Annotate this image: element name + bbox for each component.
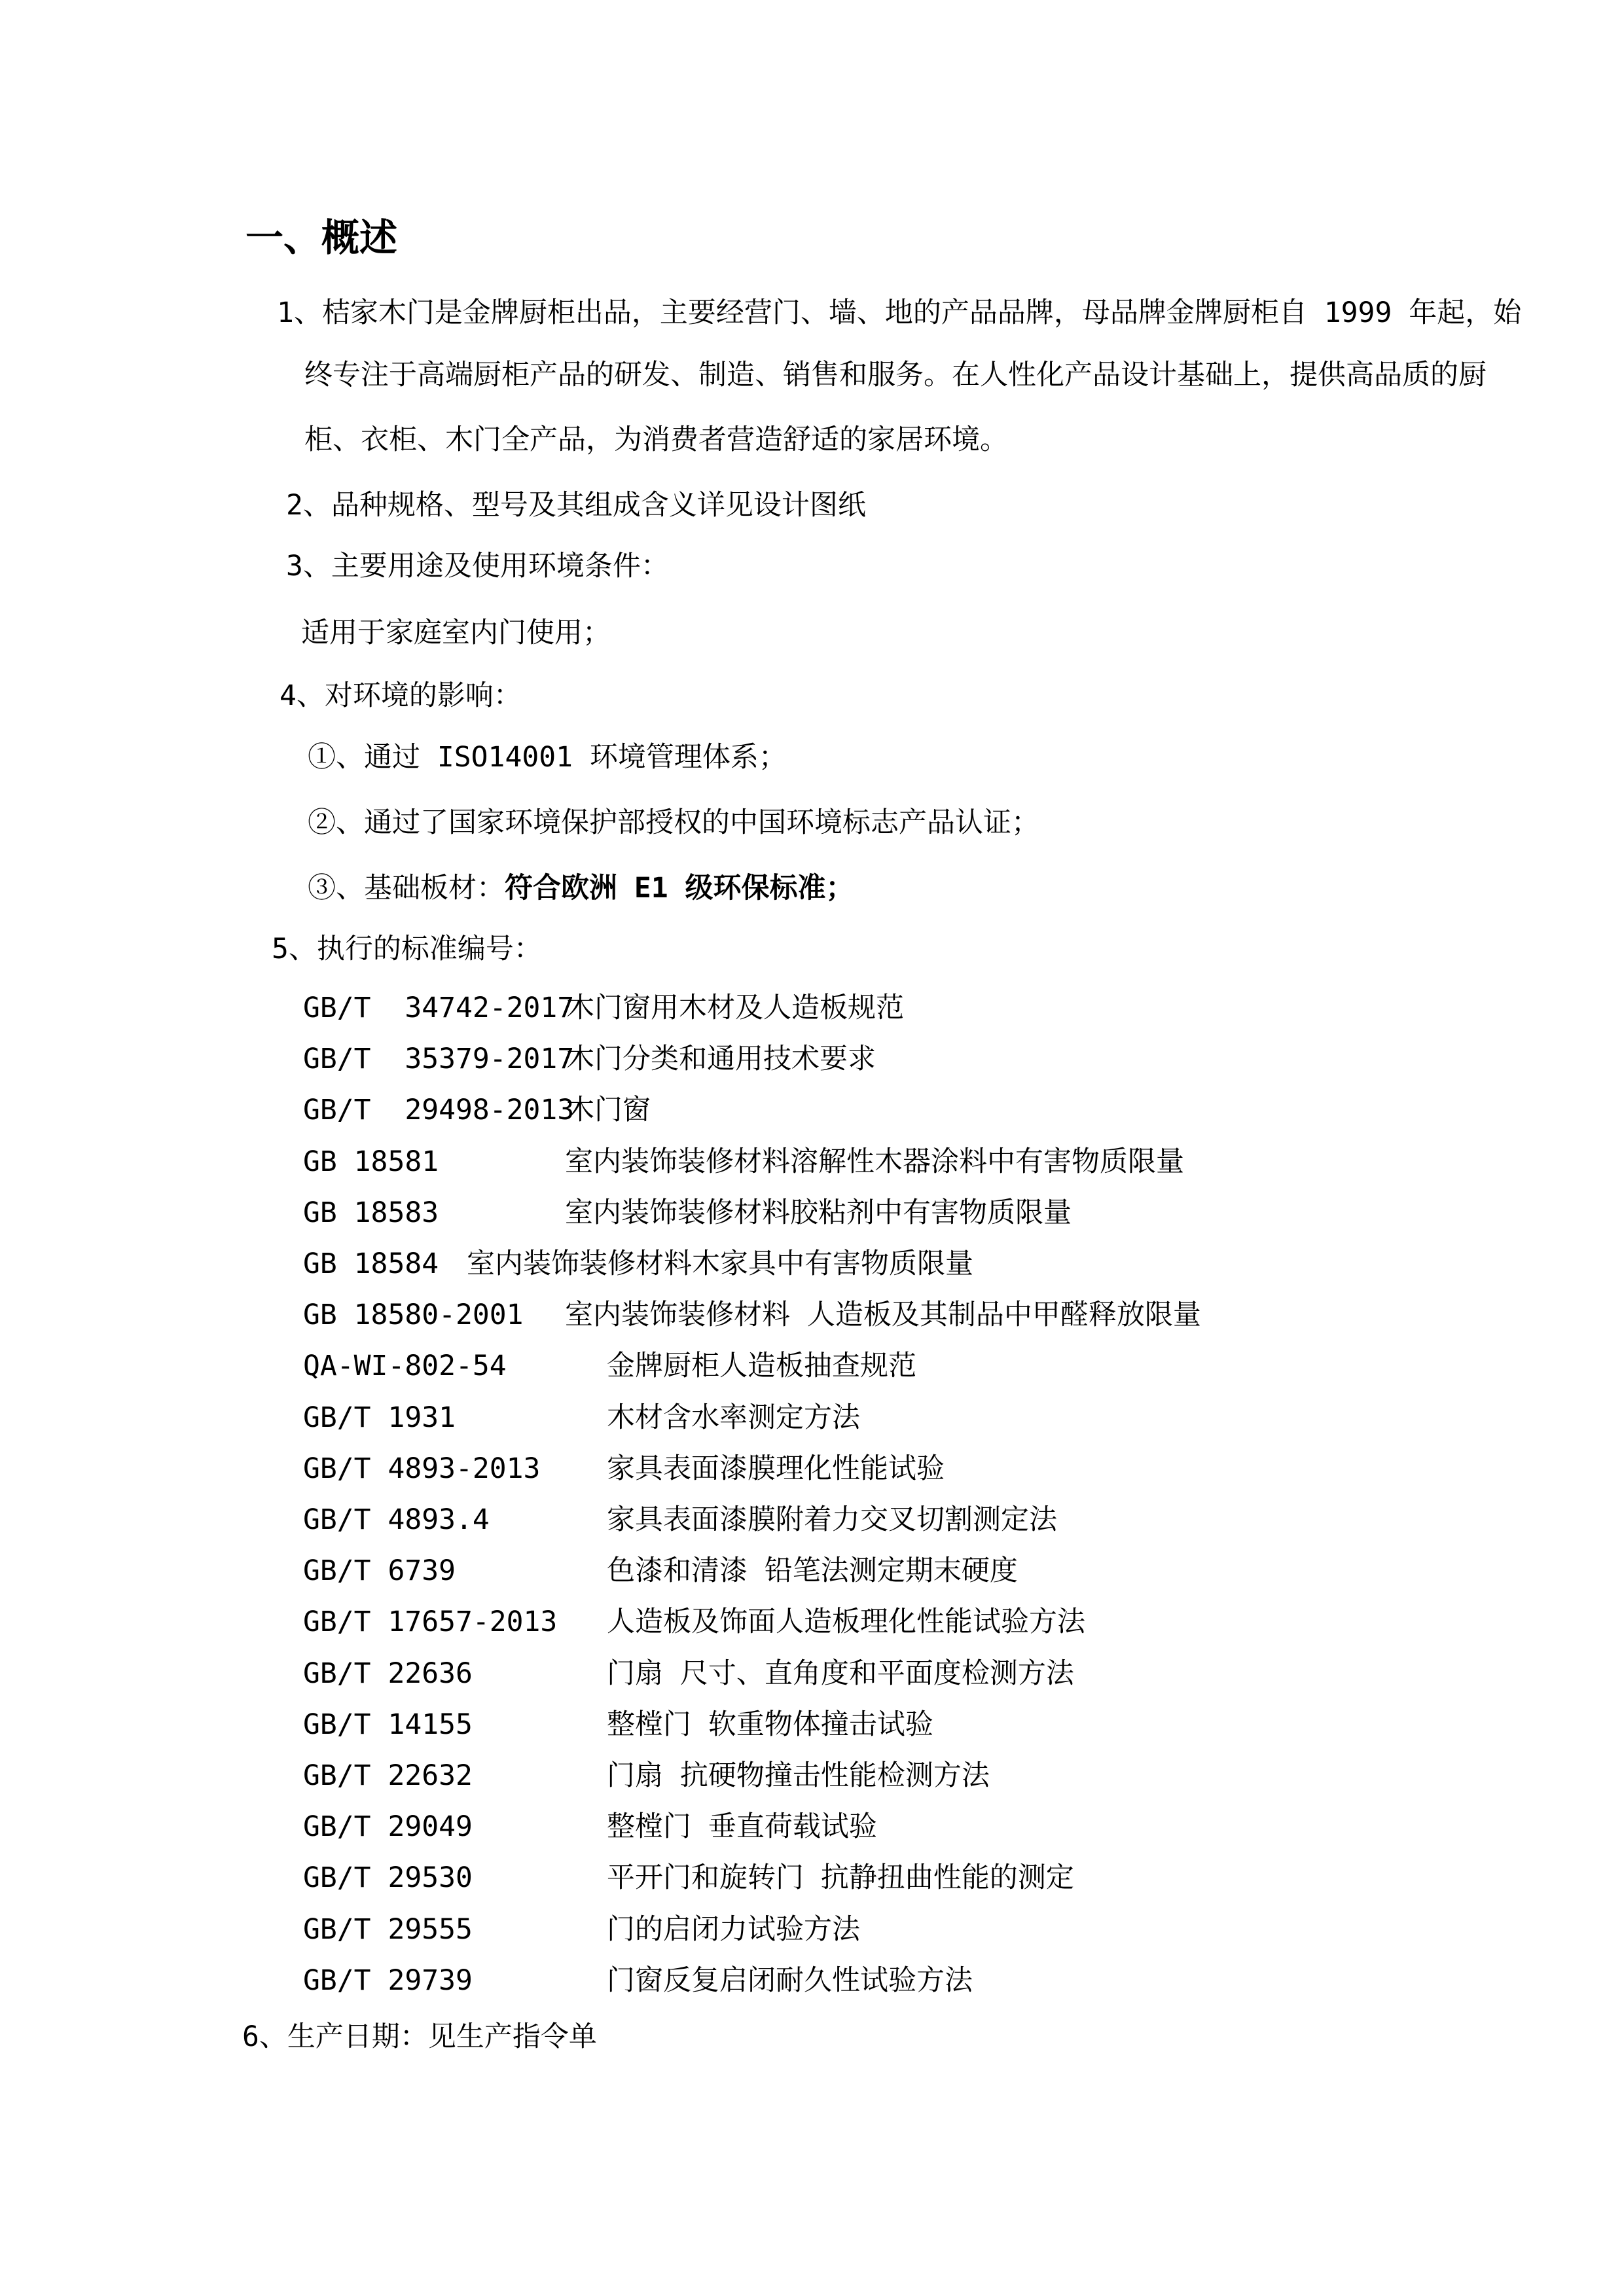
item1-line3: 柜、衣柜、木门全产品，为消费者营造舒适的家居环境。 <box>304 423 1008 456</box>
standard-code: GB/T 29049 <box>303 1810 473 1843</box>
standard-code: GB/T 29498-2013 <box>303 1094 575 1126</box>
standard-code: GB 18580-2001 <box>303 1299 524 1331</box>
standard-code: GB/T 22632 <box>303 1759 473 1792</box>
standard-code: GB 18581 <box>303 1145 439 1178</box>
item4-sub2: ②、通过了国家环境保护部授权的中国环境标志产品认证； <box>308 806 1039 839</box>
standard-title: 室内装饰装修材料木家具中有害物质限量 <box>467 1247 973 1280</box>
standard-title: 门扇 尺寸、直角度和平面度检测方法 <box>607 1657 1074 1690</box>
standard-row <box>0 1964 1624 1998</box>
item4: 4、对环境的影响： <box>280 679 522 712</box>
item6: 6、生产日期：见生产指令单 <box>242 2020 597 2053</box>
standard-code: GB/T 29555 <box>303 1913 473 1946</box>
standard-title: 金牌厨柜人造板抽查规范 <box>607 1350 916 1382</box>
standard-title: 室内装饰装修材料溶解性木器涂料中有害物质限量 <box>565 1145 1184 1178</box>
standard-title: 整樘门 垂直荷载试验 <box>607 1810 877 1843</box>
standard-code: GB/T 34742-2017 <box>303 992 575 1024</box>
standard-title: 色漆和清漆 铅笔法测定期末硬度 <box>607 1554 1018 1587</box>
item1-line2: 终专注于高端厨柜产品的研发、制造、销售和服务。在人性化产品设计基础上，提供高品质的厨 <box>304 359 1487 391</box>
standard-row <box>0 1298 1624 1332</box>
item5: 5、执行的标准编号： <box>272 933 542 965</box>
standard-title: 平开门和旋转门 抗静扭曲性能的测定 <box>607 1861 1074 1894</box>
standard-code: GB/T 4893-2013 <box>303 1452 541 1485</box>
standard-row <box>0 1247 1624 1281</box>
standard-title: 门扇 抗硬物撞击性能检测方法 <box>607 1759 990 1792</box>
standard-title: 门的启闭力试验方法 <box>607 1913 860 1946</box>
item3-sub: 适用于家庭室内门使用； <box>301 617 611 649</box>
standard-row <box>0 1912 1624 1946</box>
standard-row <box>0 1708 1624 1742</box>
standard-row <box>0 1196 1624 1230</box>
standard-code: GB 18583 <box>303 1196 439 1229</box>
item4-sub3-label: ③、基础板材： <box>308 872 505 905</box>
item1-line1: 1、桔家木门是金牌厨柜出品，主要经营门、墙、地的产品品牌，母品牌金牌厨柜自 1999 年起，始 <box>277 296 1522 329</box>
standard-title: 室内装饰装修材料胶粘剂中有害物质限量 <box>565 1196 1072 1229</box>
item4-sub3-bold-text: 符合欧洲 E1 级环保标准； <box>505 872 854 905</box>
standard-title: 木材含水率测定方法 <box>607 1401 860 1434</box>
standard-title: 木门窗用木材及人造板规范 <box>566 992 904 1024</box>
item3: 3、主要用途及使用环境条件： <box>286 550 669 583</box>
standard-code: GB/T 6739 <box>303 1554 456 1587</box>
section-heading: 一、概述 <box>245 215 398 260</box>
standard-row <box>0 1401 1624 1435</box>
standard-title: 门窗反复启闭耐久性试验方法 <box>607 1964 973 1997</box>
standard-title: 木门窗 <box>566 1094 651 1126</box>
standard-code: GB/T 29739 <box>303 1964 473 1997</box>
standard-row <box>0 1503 1624 1537</box>
standard-code: GB/T 35379-2017 <box>303 1043 575 1075</box>
standard-row <box>0 1554 1624 1588</box>
standard-title: 整樘门 软重物体撞击试验 <box>607 1708 933 1741</box>
item4-sub1: ①、通过 ISO14001 环境管理体系； <box>308 741 787 774</box>
standard-title: 木门分类和通用技术要求 <box>566 1043 876 1075</box>
standard-code: GB/T 22636 <box>303 1657 473 1690</box>
standard-row <box>0 991 1624 1025</box>
standard-row <box>0 1349 1624 1383</box>
standard-row <box>0 1759 1624 1793</box>
standard-title: 室内装饰装修材料 人造板及其制品中甲醛释放限量 <box>565 1299 1201 1331</box>
standard-row <box>0 1145 1624 1179</box>
standard-row <box>0 1810 1624 1844</box>
standard-title: 人造板及饰面人造板理化性能试验方法 <box>607 1605 1085 1638</box>
standard-row <box>0 1657 1624 1691</box>
item4-sub3 <box>308 871 854 905</box>
standard-code: GB/T 29530 <box>303 1861 473 1894</box>
standard-row <box>0 1861 1624 1895</box>
standard-row <box>0 1605 1624 1639</box>
standard-title: 家具表面漆膜理化性能试验 <box>607 1452 945 1485</box>
standard-code: QA-WI-802-54 <box>303 1350 507 1382</box>
standard-row <box>0 1093 1624 1127</box>
standard-row <box>0 1042 1624 1076</box>
standard-code: GB/T 1931 <box>303 1401 456 1434</box>
item2: 2、品种规格、型号及其组成含义详见设计图纸 <box>286 489 866 522</box>
standard-code: GB/T 4893.4 <box>303 1503 490 1536</box>
standard-code: GB/T 17657-2013 <box>303 1605 558 1638</box>
standard-code: GB 18584 <box>303 1247 439 1280</box>
standard-row <box>0 1452 1624 1486</box>
standard-title: 家具表面漆膜附着力交叉切割测定法 <box>607 1503 1057 1536</box>
standard-code: GB/T 14155 <box>303 1708 473 1741</box>
